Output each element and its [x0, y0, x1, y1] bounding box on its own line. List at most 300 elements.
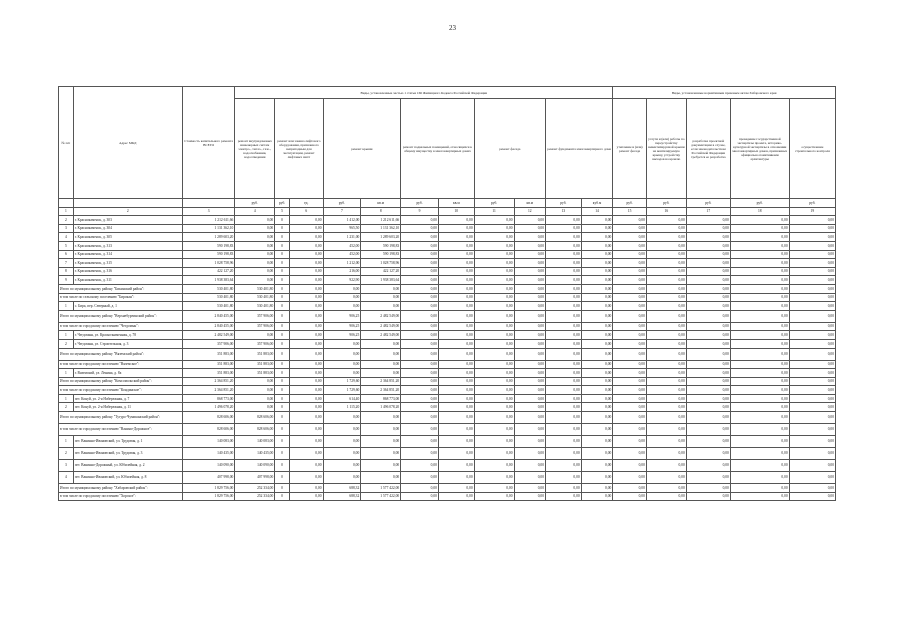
value-cell: 0,00: [646, 436, 686, 448]
value-cell: 0,00: [474, 436, 514, 448]
value-cell: 0,00: [613, 386, 647, 395]
value-cell: 0,00: [514, 216, 545, 225]
value-cell: 0,00: [686, 348, 730, 360]
row-label: Итого по муниципальному району "Комсомольский район":: [59, 377, 183, 386]
value-cell: 1 577 422,00: [361, 492, 401, 501]
value-cell: 0,00: [613, 394, 647, 403]
value-cell: 1 212 611,66: [182, 216, 234, 225]
table-row: [59, 369, 836, 378]
value-cell: 0: [275, 448, 290, 460]
value-cell: 0,00: [289, 331, 323, 340]
value-cell: 0,00: [438, 369, 474, 378]
unit-cell-empty: [73, 199, 182, 208]
value-cell: 0,00: [646, 348, 686, 360]
value-cell: 0,00: [289, 302, 323, 311]
value-cell: 0,00: [646, 386, 686, 395]
header-expertise: проведение государственной экспертизы проекта, историко-культурной экспертизы в отношении многоквартирных домов, признанных официально памятниками архитектуры: [730, 99, 789, 199]
value-cell: 0,00: [438, 492, 474, 501]
value-cell: 0,00: [514, 233, 545, 242]
value-cell: 0,00: [438, 250, 474, 259]
value-cell: 0,00: [401, 403, 439, 412]
value-cell: 0,00: [686, 460, 730, 472]
value-cell: 0,00: [546, 412, 582, 424]
value-cell: 0,00: [235, 331, 275, 340]
column-number-cell: 13: [546, 207, 582, 216]
value-cell: 0,00: [361, 436, 401, 448]
value-cell: 0,00: [514, 339, 545, 348]
value-cell: 0,00: [581, 472, 613, 484]
value-cell: 0,00: [401, 348, 439, 360]
value-cell: 0,00: [686, 472, 730, 484]
value-cell: 0,00: [613, 216, 647, 225]
row-label: в том числе по сельскому поселению "Бирокан":: [59, 293, 183, 302]
value-cell: 140 083,00: [182, 436, 234, 448]
value-cell: 0,00: [361, 448, 401, 460]
value-cell: 0,00: [789, 492, 835, 501]
value-cell: 0,00: [323, 412, 361, 424]
value-cell: 0,00: [514, 369, 545, 378]
value-cell: 0,00: [686, 424, 730, 436]
value-cell: 0,00: [546, 492, 582, 501]
value-cell: 452,00: [323, 250, 361, 259]
value-cell: 0,00: [613, 460, 647, 472]
value-cell: 0,00: [401, 224, 439, 233]
value-cell: 0,00: [581, 403, 613, 412]
header-lift: ремонт или замена лифтового оборудования, признанного непригодным для эксплуатации, ремонт лифтовых шахт: [275, 99, 323, 199]
value-cell: 0,00: [789, 293, 835, 302]
value-cell: 0,00: [514, 302, 545, 311]
value-cell: 0,00: [789, 369, 835, 378]
value-cell: 1 028 758,96: [182, 259, 234, 268]
value-cell: 0,00: [438, 276, 474, 285]
value-cell: 0,00: [401, 484, 439, 493]
units-row: [59, 199, 836, 208]
value-cell: 0,00: [646, 448, 686, 460]
value-cell: 0,00: [581, 233, 613, 242]
value-cell: 0,00: [730, 348, 789, 360]
header-facade: ремонт фасада: [474, 99, 545, 199]
value-cell: 0,00: [730, 436, 789, 448]
value-cell: 0,00: [613, 293, 647, 302]
value-cell: 0,00: [613, 302, 647, 311]
value-cell: 0,00: [235, 233, 275, 242]
value-cell: 0,00: [323, 302, 361, 311]
value-cell: 2 840 455,00: [182, 322, 234, 331]
value-cell: 0,00: [323, 339, 361, 348]
row-label: в том числе по городскому поселению "Чегдомын":: [59, 322, 183, 331]
value-cell: 0,00: [613, 267, 647, 276]
table-row: [59, 460, 836, 472]
value-cell: 0,00: [730, 492, 789, 501]
value-cell: 0,00: [581, 276, 613, 285]
value-cell: 0,00: [438, 403, 474, 412]
value-cell: 0,00: [686, 339, 730, 348]
value-cell: 0,00: [514, 259, 545, 268]
value-cell: 0,00: [289, 322, 323, 331]
value-cell: 0,00: [686, 322, 730, 331]
value-cell: 0,00: [581, 386, 613, 395]
value-cell: 0,00: [474, 302, 514, 311]
value-cell: 0,00: [613, 472, 647, 484]
value-cell: 0,00: [546, 460, 582, 472]
value-cell: 0,00: [474, 448, 514, 460]
value-cell: 357 906,00: [235, 310, 275, 322]
row-address: г. Чегдомын, ул. Строительная, д. 3: [73, 339, 182, 348]
value-cell: 0,00: [289, 377, 323, 386]
value-cell: 0,00: [546, 331, 582, 340]
unit-cell: кв.м: [438, 199, 474, 208]
value-cell: 0: [275, 360, 290, 369]
value-cell: 828 606,00: [182, 412, 234, 424]
value-cell: 1 729,60: [323, 386, 361, 395]
value-cell: 590 198,83: [182, 250, 234, 259]
value-cell: 0,00: [789, 310, 835, 322]
value-cell: 0,00: [581, 259, 613, 268]
row-number: 1: [59, 394, 74, 403]
value-cell: 0,00: [686, 448, 730, 460]
value-cell: 0,00: [401, 436, 439, 448]
value-cell: 0,00: [613, 448, 647, 460]
column-number-cell: 4: [235, 207, 275, 216]
value-cell: 0,00: [646, 293, 686, 302]
value-cell: 351 883,00: [182, 348, 234, 360]
value-cell: 965,50: [323, 224, 361, 233]
value-cell: 0,00: [401, 293, 439, 302]
value-cell: 0: [275, 241, 290, 250]
value-cell: 2 364 851,20: [361, 386, 401, 395]
value-cell: 0,00: [646, 394, 686, 403]
value-cell: 0,00: [361, 360, 401, 369]
value-cell: 0,00: [789, 472, 835, 484]
value-cell: 530 401,80: [235, 284, 275, 293]
value-cell: 0,00: [401, 448, 439, 460]
value-cell: 0,00: [646, 322, 686, 331]
value-cell: 868 773,00: [361, 394, 401, 403]
value-cell: 0: [275, 267, 290, 276]
value-cell: 422 127,20: [361, 267, 401, 276]
table-row: [59, 267, 836, 276]
value-cell: 0,00: [581, 424, 613, 436]
row-number: 1: [59, 369, 74, 378]
value-cell: 0,00: [401, 386, 439, 395]
value-cell: 0,00: [613, 250, 647, 259]
value-cell: 0,00: [613, 369, 647, 378]
subtotal-row: [59, 284, 836, 293]
value-cell: 0,00: [789, 348, 835, 360]
value-cell: 0,00: [730, 331, 789, 340]
value-cell: 0,00: [730, 224, 789, 233]
value-cell: 0,00: [438, 310, 474, 322]
value-cell: 0,00: [289, 310, 323, 322]
value-cell: 0,00: [474, 472, 514, 484]
value-cell: 828 606,00: [182, 424, 234, 436]
value-cell: 0,00: [646, 369, 686, 378]
value-cell: 1 829 756,00: [182, 484, 234, 493]
value-cell: 0,00: [686, 284, 730, 293]
value-cell: 0,00: [401, 460, 439, 472]
value-cell: 357 906,00: [182, 339, 234, 348]
value-cell: 614,40: [323, 394, 361, 403]
unit-cell: руб.: [730, 199, 789, 208]
value-cell: 906,25: [323, 322, 361, 331]
value-cell: 0,00: [438, 377, 474, 386]
value-cell: 0,00: [474, 267, 514, 276]
value-cell: 0,00: [514, 460, 545, 472]
value-cell: 351 883,00: [235, 369, 275, 378]
row-number: 7: [59, 259, 74, 268]
value-cell: 0,00: [546, 233, 582, 242]
value-cell: 530 401,80: [235, 302, 275, 311]
value-cell: 0,00: [789, 267, 835, 276]
value-cell: 922,90: [323, 276, 361, 285]
value-cell: 0,00: [514, 348, 545, 360]
value-cell: 0: [275, 424, 290, 436]
value-cell: 0,00: [474, 412, 514, 424]
value-cell: 351 883,00: [182, 360, 234, 369]
value-cell: 0,00: [289, 369, 323, 378]
subtotal-row: [59, 348, 836, 360]
capital-repair-table: [58, 86, 836, 501]
value-cell: 0,00: [730, 394, 789, 403]
row-number: 1: [59, 302, 74, 311]
value-cell: 0,00: [686, 369, 730, 378]
value-cell: 0,00: [581, 310, 613, 322]
header-foundation: ремонт фундамента многоквартирного дома: [546, 99, 613, 199]
row-label: Итого по муниципальному району "Хабаровский район":: [59, 484, 183, 493]
value-cell: 0,00: [514, 360, 545, 369]
value-cell: 0,00: [546, 484, 582, 493]
value-cell: 0,00: [546, 250, 582, 259]
value-cell: 590 198,83: [361, 250, 401, 259]
value-cell: 0,00: [646, 472, 686, 484]
value-cell: 0,00: [401, 424, 439, 436]
value-cell: 0: [275, 310, 290, 322]
value-cell: 0,00: [438, 448, 474, 460]
value-cell: 0,00: [323, 436, 361, 448]
unit-cell: кв.м: [361, 199, 401, 208]
value-cell: 0,00: [581, 250, 613, 259]
row-number: 2: [59, 216, 74, 225]
value-cell: 0,00: [730, 310, 789, 322]
value-cell: 1 729,60: [323, 377, 361, 386]
value-cell: 0,00: [789, 322, 835, 331]
value-cell: 0,00: [613, 484, 647, 493]
value-cell: 0,00: [514, 377, 545, 386]
value-cell: 0,00: [789, 436, 835, 448]
value-cell: 0: [275, 322, 290, 331]
value-cell: 0,00: [438, 241, 474, 250]
unit-cell-empty: [59, 199, 74, 208]
value-cell: 0: [275, 276, 290, 285]
value-cell: 0,00: [789, 276, 835, 285]
row-address: г. Краснокаменск, д. 304: [73, 224, 182, 233]
value-cell: 0: [275, 339, 290, 348]
row-address: г. Краснокаменск, д. 316: [73, 267, 182, 276]
value-cell: 0,00: [646, 241, 686, 250]
value-cell: 0: [275, 293, 290, 302]
value-cell: 0,00: [289, 403, 323, 412]
value-cell: 0,00: [581, 348, 613, 360]
value-cell: 0,00: [361, 369, 401, 378]
value-cell: 0,00: [546, 348, 582, 360]
value-cell: 0,00: [730, 484, 789, 493]
value-cell: 0,00: [581, 460, 613, 472]
value-cell: 0,00: [438, 472, 474, 484]
table-row: [59, 436, 836, 448]
value-cell: 407 998,00: [235, 472, 275, 484]
value-cell: 1 938 383,64: [182, 276, 234, 285]
value-cell: 0,00: [235, 216, 275, 225]
value-cell: 0,00: [289, 472, 323, 484]
value-cell: 2 364 851,20: [182, 377, 234, 386]
value-cell: 0,00: [546, 276, 582, 285]
value-cell: 0,00: [789, 377, 835, 386]
row-number: 1: [59, 436, 74, 448]
value-cell: 0,00: [514, 403, 545, 412]
table-row: [59, 448, 836, 460]
value-cell: 0,00: [289, 348, 323, 360]
row-number: 4: [59, 472, 74, 484]
table-row: [59, 216, 836, 225]
value-cell: 0,00: [686, 224, 730, 233]
header-cost-total: Стоимость капитального ремонта ВСЕГО: [182, 87, 234, 199]
value-cell: 0,00: [646, 284, 686, 293]
row-address: г. Краснокаменск, д. 315: [73, 259, 182, 268]
value-cell: 0,00: [474, 369, 514, 378]
value-cell: 0,00: [235, 403, 275, 412]
value-cell: 0,00: [546, 241, 582, 250]
value-cell: 0,00: [789, 241, 835, 250]
value-cell: 828 606,00: [235, 412, 275, 424]
row-number: 2: [59, 339, 74, 348]
value-cell: 0: [275, 492, 290, 501]
value-cell: 422 127,20: [182, 267, 234, 276]
value-cell: 0,00: [546, 322, 582, 331]
value-cell: 0,00: [581, 293, 613, 302]
unit-cell: руб.: [613, 199, 647, 208]
value-cell: 0,00: [686, 250, 730, 259]
table-row: [59, 233, 836, 242]
value-cell: 0,00: [401, 276, 439, 285]
value-cell: 530 401,80: [182, 302, 234, 311]
value-cell: 0: [275, 259, 290, 268]
value-cell: 0,00: [789, 403, 835, 412]
value-cell: 0: [275, 233, 290, 242]
value-cell: 1 212,00: [323, 259, 361, 268]
header-design: разработка проектной документации в случае, если законодательством Российской Федерации требуется ее разработка: [686, 99, 730, 199]
row-label: в том числе по городскому поселению "Кондинское":: [59, 386, 183, 395]
value-cell: 0,00: [438, 267, 474, 276]
table-row: [59, 241, 836, 250]
value-cell: 0,00: [613, 310, 647, 322]
value-cell: 0,00: [514, 412, 545, 424]
value-cell: 0,00: [438, 460, 474, 472]
column-number-cell: 16: [646, 207, 686, 216]
value-cell: 0,00: [289, 224, 323, 233]
value-cell: 0,00: [686, 331, 730, 340]
row-label: в том числе по городскому поселению "Хорское":: [59, 492, 183, 501]
value-cell: 0,00: [546, 377, 582, 386]
value-cell: 906,25: [323, 331, 361, 340]
value-cell: 0: [275, 302, 290, 311]
row-number: 2: [59, 403, 74, 412]
table-row: [59, 339, 836, 348]
value-cell: 1 496 078,20: [182, 403, 234, 412]
row-number: 9: [59, 276, 74, 285]
value-cell: 0,00: [401, 302, 439, 311]
value-cell: 0,00: [438, 394, 474, 403]
value-cell: 0,00: [686, 394, 730, 403]
value-cell: 0,00: [789, 460, 835, 472]
value-cell: 0: [275, 394, 290, 403]
value-cell: 0,00: [581, 448, 613, 460]
value-cell: 0,00: [546, 259, 582, 268]
value-cell: 2 840 455,00: [182, 310, 234, 322]
header-services: услуги и (или) работы по переустройству невентилируемой крыши на вентилируемую крышу, устройству выходов на кровлю: [646, 99, 686, 199]
row-number: 4: [59, 233, 74, 242]
value-cell: 0,00: [401, 216, 439, 225]
subtotal-row: [59, 293, 836, 302]
value-cell: 0,00: [323, 448, 361, 460]
value-cell: 590 198,83: [361, 241, 401, 250]
row-label: в том числе по городскому поселению "Ванино-Дорожное":: [59, 424, 183, 436]
value-cell: 0,00: [474, 259, 514, 268]
value-cell: 0,00: [474, 492, 514, 501]
value-cell: 0,00: [646, 331, 686, 340]
value-cell: 0,00: [613, 424, 647, 436]
value-cell: 351 883,00: [182, 369, 234, 378]
value-cell: 0,00: [730, 386, 789, 395]
value-cell: 0,00: [474, 403, 514, 412]
value-cell: 0,00: [474, 460, 514, 472]
value-cell: 0,00: [474, 386, 514, 395]
value-cell: 0,00: [581, 369, 613, 378]
value-cell: 1 231,00: [323, 233, 361, 242]
value-cell: 0,00: [789, 250, 835, 259]
value-cell: 0,00: [686, 216, 730, 225]
value-cell: 0,00: [323, 348, 361, 360]
value-cell: 0,00: [323, 360, 361, 369]
value-cell: 1 496 078,20: [361, 403, 401, 412]
value-cell: 0,00: [581, 377, 613, 386]
header-roof: ремонт крыши: [323, 99, 401, 199]
value-cell: 0: [275, 331, 290, 340]
unit-cell: кв.м: [514, 199, 545, 208]
value-cell: 0: [275, 403, 290, 412]
header-insulation: утепление и (или) ремонт фасада: [613, 99, 647, 199]
column-number-cell: 5: [275, 207, 290, 216]
value-cell: 0,00: [514, 250, 545, 259]
value-cell: 0,00: [438, 284, 474, 293]
value-cell: 0,00: [789, 259, 835, 268]
row-number: 3: [59, 224, 74, 233]
value-cell: 0,00: [401, 377, 439, 386]
column-number-cell: 12: [514, 207, 545, 216]
unit-cell: руб.: [323, 199, 361, 208]
row-address: г. Краснокаменск, д. 314: [73, 250, 182, 259]
value-cell: 0,00: [401, 472, 439, 484]
value-cell: 0,00: [401, 284, 439, 293]
value-cell: 0,00: [646, 224, 686, 233]
value-cell: 0,00: [613, 241, 647, 250]
value-cell: 0,00: [546, 394, 582, 403]
value-cell: 0,00: [613, 360, 647, 369]
value-cell: 351 883,00: [235, 348, 275, 360]
row-address: г. Краснокаменск, д. 305: [73, 233, 182, 242]
value-cell: 0,00: [289, 267, 323, 276]
value-cell: 0,00: [730, 216, 789, 225]
value-cell: 0,00: [514, 472, 545, 484]
